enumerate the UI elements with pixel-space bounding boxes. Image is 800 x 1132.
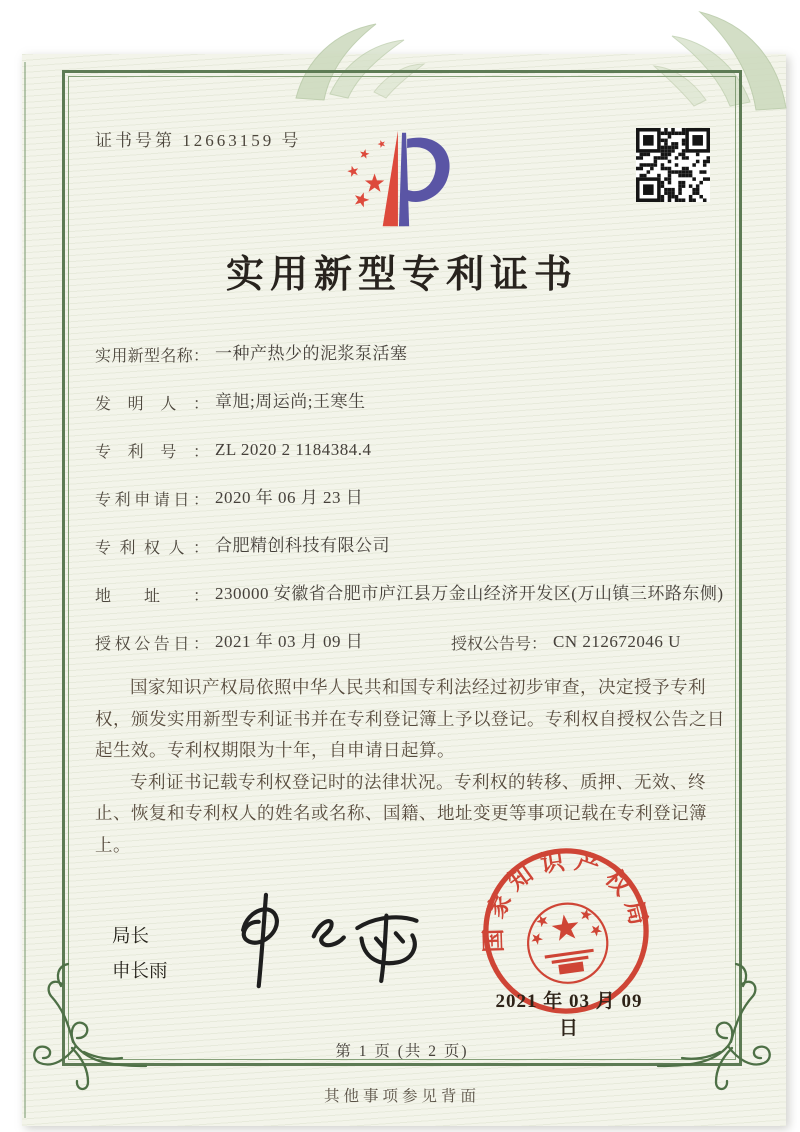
field-value: 章旭;周运尚;王寒生 [215, 392, 366, 411]
field-row-address [95, 581, 731, 629]
field-value: 2021 年 03 月 09 日 [215, 632, 364, 651]
field-value: 2020 年 06 月 23 日 [215, 488, 364, 507]
field-label: 专利权人： [95, 540, 209, 557]
field-row-grant [95, 629, 731, 677]
seal-date: 2021 年 03 月 09 日 [495, 991, 643, 1039]
grant-number-group [451, 629, 681, 677]
cnipa-logo-icon [340, 118, 462, 236]
field-value: ZL 2020 2 1184384.4 [215, 440, 372, 459]
field-label: 实用新型名称： [95, 348, 209, 365]
field-row-patent-no [95, 437, 731, 485]
legal-paragraph: 国家知识产权局依照中华人民共和国专利法经过初步审查，决定授予专利权，颁发实用新型专利证书并在专利登记簿上予以登记。专利权自授权公告之日起生效。专利权期限为十年，自申请日起算。 [95, 677, 725, 760]
back-note: 其他事项参见背面 [323, 1088, 480, 1105]
field-row-inventors [95, 389, 731, 437]
commissioner-block [112, 920, 168, 990]
field-value: 一种产热少的泥浆泵活塞 [215, 344, 408, 363]
field-value: CN 212672046 U [553, 632, 681, 651]
field-label: 专利号： [95, 444, 209, 461]
page-indicator: 第 1 页 (共 2 页) [335, 1043, 469, 1060]
certificate-title: 实用新型专利证书 [225, 254, 578, 296]
seal-text: 国家知识产权局 [480, 848, 653, 953]
field-label: 授权公告号： [451, 636, 548, 653]
commissioner-name: 申长雨 [112, 962, 168, 982]
legal-paragraph: 专利证书记载专利权登记时的法律状况。专利权的转移、质押、无效、终止、恢复和专利权人的姓名或名称、国籍、地址变更等事项记载在专利登记簿上。 [95, 771, 707, 855]
certificate-number: 证书号第 12663159 号 [95, 131, 302, 150]
field-label: 专利申请日： [95, 492, 209, 509]
field-label: 发明人： [95, 396, 209, 413]
grant-date-group [95, 629, 425, 677]
field-row-filing-date [95, 485, 731, 533]
signature-icon [212, 890, 430, 990]
corner-flourish-icon [646, 958, 786, 1098]
field-row-patentee [95, 533, 731, 581]
field-value: 合肥精创科技有限公司 [215, 536, 390, 555]
field-label: 地址： [95, 588, 209, 605]
field-list [95, 341, 731, 677]
field-value: 230000 安徽省合肥市庐江县万金山经济开发区(万山镇三环路东侧) [215, 584, 724, 603]
field-label: 授权公告日： [95, 636, 209, 653]
qr-code [636, 128, 710, 202]
field-row-name [95, 341, 731, 389]
commissioner-title: 局长 [112, 927, 150, 947]
